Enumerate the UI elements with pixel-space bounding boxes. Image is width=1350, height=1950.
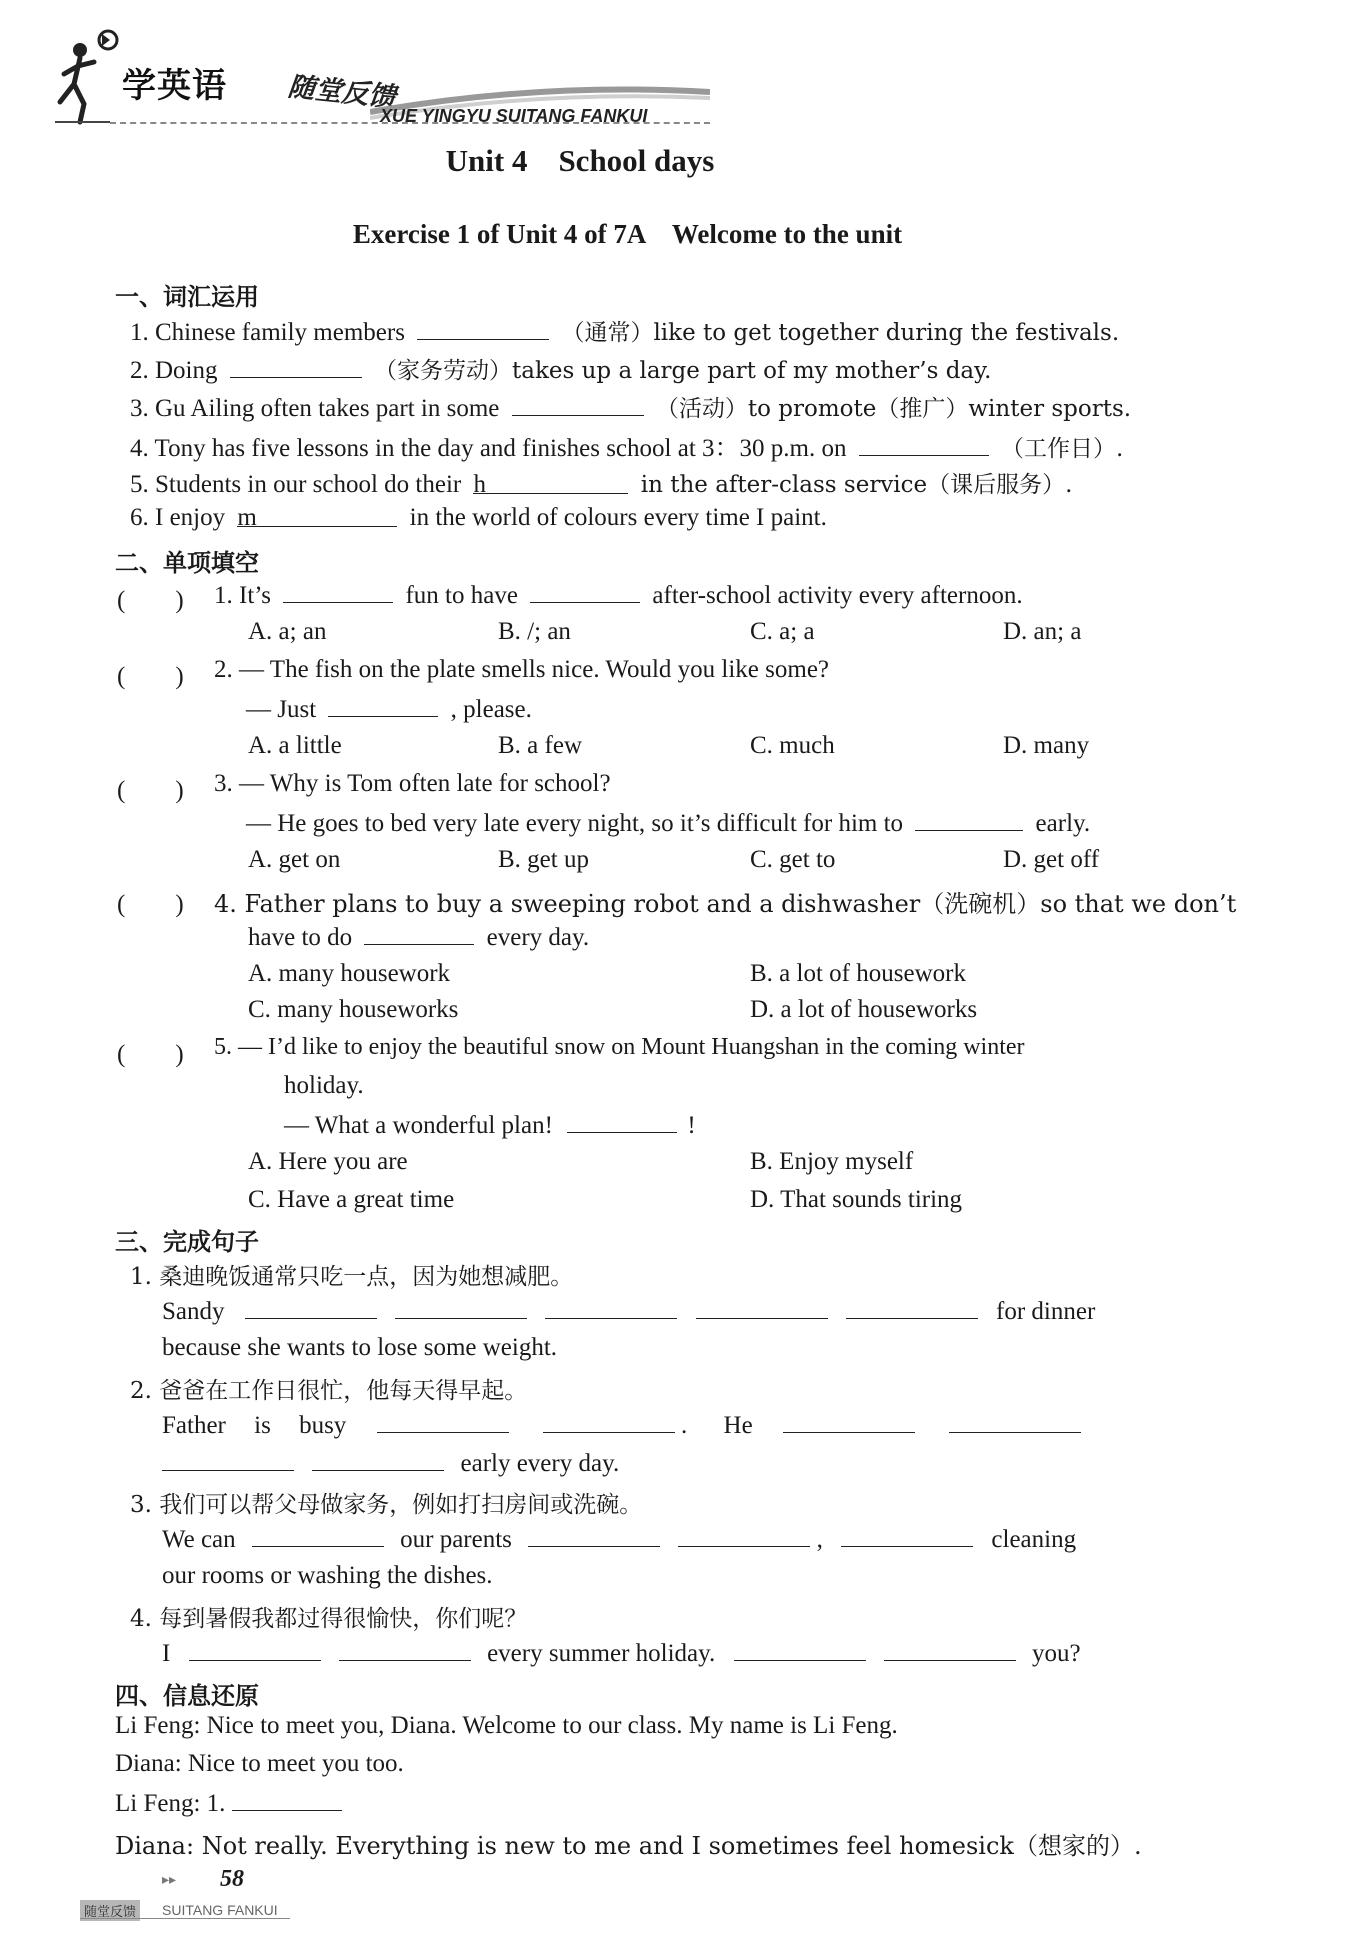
answer-blank[interactable] xyxy=(696,1296,828,1319)
option-d: D. get off xyxy=(1003,846,1100,873)
question-text: （家务劳动）takes up a large part of my mother’s day. xyxy=(374,358,992,384)
section-heading-complete-sentences: 三、完成句子 xyxy=(115,1228,259,1256)
section-heading-vocabulary: 一、词汇运用 xyxy=(115,283,259,311)
mc-question-3-reply xyxy=(246,808,1090,838)
sentence-3-prompt: 3. 我们可以帮父母做家务，例如打扫房间或洗碗。 xyxy=(130,1492,643,1518)
option-b: B. a lot of housework xyxy=(750,960,966,987)
dialog-line-4: Diana: Not really. Everything is new to me and I sometimes feel homesick（想家的）. xyxy=(115,1832,1142,1860)
question-text: 5. Students in our school do their xyxy=(130,471,462,498)
question-text: 4. Tony has five lessons in the day and finishes school at 3：30 p.m. on xyxy=(130,435,847,462)
question-text: （活动）to promote（推广）winter sports. xyxy=(655,396,1132,422)
question-text: ! xyxy=(687,1112,696,1139)
sentence-4-line xyxy=(162,1638,1081,1668)
vocab-question-2 xyxy=(130,352,991,385)
answer-blank[interactable] xyxy=(189,1638,321,1661)
exercise-title: Exercise 1 of Unit 4 of 7A Welcome to the unit xyxy=(352,219,903,249)
sentence-4-prompt: 4. 每到暑假我都过得很愉快，你们呢？ xyxy=(130,1606,528,1632)
answer-paren[interactable]: ( ) xyxy=(117,587,184,614)
footer-rule xyxy=(80,1918,290,1919)
sentence-1-line xyxy=(162,1296,1095,1326)
brand-title-cn: 学英语 xyxy=(122,66,227,106)
question-text: 1. Chinese family members xyxy=(130,319,405,346)
option-c: C. get to xyxy=(750,846,836,873)
option-c: C. much xyxy=(750,732,835,759)
sentence-text: cleaning xyxy=(991,1526,1077,1553)
sentence-3-line xyxy=(162,1524,1076,1554)
option-a: A. get on xyxy=(248,846,341,873)
option-c: C. Have a great time xyxy=(248,1186,455,1213)
footer-tag: 随堂反馈 xyxy=(80,1900,140,1921)
question-text: after-school activity every afternoon. xyxy=(652,582,1023,609)
runner-logo-icon xyxy=(50,22,120,132)
answer-paren[interactable]: ( ) xyxy=(117,777,184,804)
dialog-line-2: Diana: Nice to meet you too. xyxy=(115,1750,404,1777)
question-text: fun to have xyxy=(405,582,518,609)
sentence-text: , xyxy=(816,1526,823,1553)
answer-blank[interactable] xyxy=(530,580,640,603)
answer-blank[interactable] xyxy=(915,808,1023,831)
option-d: D. a lot of houseworks xyxy=(750,996,978,1023)
question-text: — He goes to bed very late every night, so it’s difficult for him to xyxy=(246,810,904,837)
mc-question-2-reply xyxy=(246,694,532,724)
answer-blank[interactable] xyxy=(364,922,474,945)
mc-question-5: 5. — I’d like to enjoy the beautiful snow on Mount Huangshan in the coming winter xyxy=(214,1034,1025,1060)
question-text: （工作日）. xyxy=(1000,436,1124,462)
answer-blank[interactable] xyxy=(237,504,397,531)
answer-blank[interactable] xyxy=(678,1524,810,1547)
sentence-1-cont: because she wants to lose some weight. xyxy=(162,1334,558,1361)
vocab-question-5 xyxy=(130,466,1072,499)
answer-blank[interactable] xyxy=(734,1638,866,1661)
answer-blank[interactable] xyxy=(245,1296,377,1319)
footer-tag-en: SUITANG FANKUI xyxy=(162,1902,278,1918)
section-heading-multiple-choice: 二、单项填空 xyxy=(115,549,259,577)
sentence-text: Sandy xyxy=(162,1298,225,1325)
option-d: D. many xyxy=(1003,732,1090,759)
option-a: A. a; an xyxy=(248,618,327,645)
mc-question-2: 2. — The fish on the plate smells nice. Would you like some? xyxy=(214,656,830,683)
question-text: early. xyxy=(1035,810,1091,837)
question-text: 6. I enjoy xyxy=(130,504,226,531)
sentence-text: busy xyxy=(299,1412,347,1439)
answer-blank[interactable] xyxy=(512,393,644,416)
answer-blank[interactable] xyxy=(528,1524,660,1547)
first-letter-hint: h xyxy=(473,471,486,498)
answer-blank[interactable] xyxy=(339,1638,471,1661)
option-d: D. That sounds tiring xyxy=(750,1186,963,1213)
sentence-text: We can xyxy=(162,1526,236,1553)
sentence-text: for dinner xyxy=(996,1298,1096,1325)
sentence-text: He xyxy=(723,1412,753,1439)
answer-blank[interactable] xyxy=(252,1524,384,1547)
question-text: — Just xyxy=(246,696,317,723)
vocab-question-6 xyxy=(130,504,827,532)
question-text: in the after-class service（课后服务）. xyxy=(640,472,1073,498)
sentence-text: I xyxy=(162,1640,171,1667)
mc-question-1 xyxy=(214,580,1023,610)
answer-blank[interactable] xyxy=(859,433,989,456)
answer-blank[interactable] xyxy=(377,1410,509,1433)
option-a: A. a little xyxy=(248,732,342,759)
sentence-2-line xyxy=(162,1410,1081,1440)
unit-title: Unit 4 School days xyxy=(445,143,715,178)
brand-subtitle-cn: 随堂反馈 xyxy=(286,71,398,114)
option-d: D. an; a xyxy=(1003,618,1082,645)
vocab-question-4 xyxy=(130,428,1123,464)
sentence-text: Father xyxy=(162,1412,226,1439)
answer-blank[interactable] xyxy=(395,1296,527,1319)
question-text: in the world of colours every time I paint. xyxy=(409,504,827,531)
answer-blank[interactable] xyxy=(949,1410,1081,1433)
answer-blank[interactable] xyxy=(417,317,549,340)
dialog-text: Li Feng: 1. xyxy=(115,1790,226,1817)
option-b: B. get up xyxy=(498,846,589,873)
sentence-text: early every day. xyxy=(460,1450,620,1477)
mc-question-4-cont xyxy=(248,922,589,952)
option-c: C. a; a xyxy=(750,618,815,645)
sentence-text: is xyxy=(254,1412,271,1439)
answer-blank[interactable] xyxy=(884,1638,1016,1661)
answer-paren[interactable]: ( ) xyxy=(117,891,184,918)
question-text: 1. It’s xyxy=(214,582,271,609)
option-b: B. /; an xyxy=(498,618,571,645)
mc-question-5-cont: holiday. xyxy=(284,1072,364,1099)
answer-blank[interactable] xyxy=(473,471,628,498)
first-letter-hint: m xyxy=(237,504,257,531)
vocab-question-3 xyxy=(130,390,1131,423)
answer-blank[interactable] xyxy=(545,1296,677,1319)
option-c: C. many houseworks xyxy=(248,996,459,1023)
question-text: have to do xyxy=(248,924,353,951)
mc-question-5-reply xyxy=(284,1110,696,1140)
question-text: 3. Gu Ailing often takes part in some xyxy=(130,395,500,422)
sentence-text: our parents xyxy=(400,1526,512,1553)
header-dashed-rule xyxy=(110,122,710,124)
option-b: B. Enjoy myself xyxy=(750,1148,914,1175)
answer-blank[interactable] xyxy=(230,355,362,378)
sentence-2-prompt: 2. 爸爸在工作日很忙，他每天得早起。 xyxy=(130,1378,528,1404)
question-text: — What a wonderful plan! xyxy=(284,1112,553,1139)
answer-blank[interactable] xyxy=(567,1110,677,1133)
mc-question-3: 3. — Why is Tom often late for school? xyxy=(214,770,611,797)
section-heading-info-restore: 四、信息还原 xyxy=(115,1682,259,1710)
sentence-text: every summer holiday. xyxy=(487,1640,716,1667)
question-text: 2. Doing xyxy=(130,357,218,384)
question-text: , please. xyxy=(450,696,532,723)
answer-paren[interactable]: ( ) xyxy=(117,1041,184,1068)
answer-paren[interactable]: ( ) xyxy=(117,663,184,690)
answer-blank[interactable] xyxy=(846,1296,978,1319)
answer-blank[interactable] xyxy=(232,1788,342,1811)
question-text: every day. xyxy=(486,924,590,951)
answer-blank[interactable] xyxy=(783,1410,915,1433)
answer-blank[interactable] xyxy=(283,580,393,603)
sentence-text: . xyxy=(681,1412,688,1439)
brand-title-en: XUE YINGYU SUITANG FANKUI xyxy=(380,106,648,126)
sentence-3-cont: our rooms or washing the dishes. xyxy=(162,1562,493,1589)
mc-question-4: 4. Father plans to buy a sweeping robot and a dishwasher（洗碗机）so that we don’t xyxy=(214,890,1237,918)
arrow-icon: ▸▸ xyxy=(162,1872,177,1888)
answer-blank[interactable] xyxy=(328,694,438,717)
header-banner xyxy=(50,22,690,132)
page-number: 58 xyxy=(220,1866,244,1892)
vocab-question-1 xyxy=(130,314,1119,347)
option-a: A. many housework xyxy=(248,960,451,987)
answer-blank[interactable] xyxy=(841,1524,973,1547)
page-footer xyxy=(80,1866,300,1922)
dialog-line-1: Li Feng: Nice to meet you, Diana. Welcome to our class. My name is Li Feng. xyxy=(115,1712,898,1739)
question-text: （通常）like to get together during the festivals. xyxy=(561,320,1120,346)
option-a: A. Here you are xyxy=(248,1148,408,1175)
dialog-line-3 xyxy=(115,1788,342,1818)
answer-blank[interactable] xyxy=(312,1448,444,1471)
answer-blank[interactable] xyxy=(543,1410,675,1433)
sentence-text: you? xyxy=(1032,1640,1081,1667)
option-b: B. a few xyxy=(498,732,582,759)
sentence-1-prompt: 1. 桑迪晚饭通常只吃一点，因为她想减肥。 xyxy=(130,1264,574,1290)
sentence-2-cont xyxy=(162,1448,619,1478)
answer-blank[interactable] xyxy=(162,1448,294,1471)
